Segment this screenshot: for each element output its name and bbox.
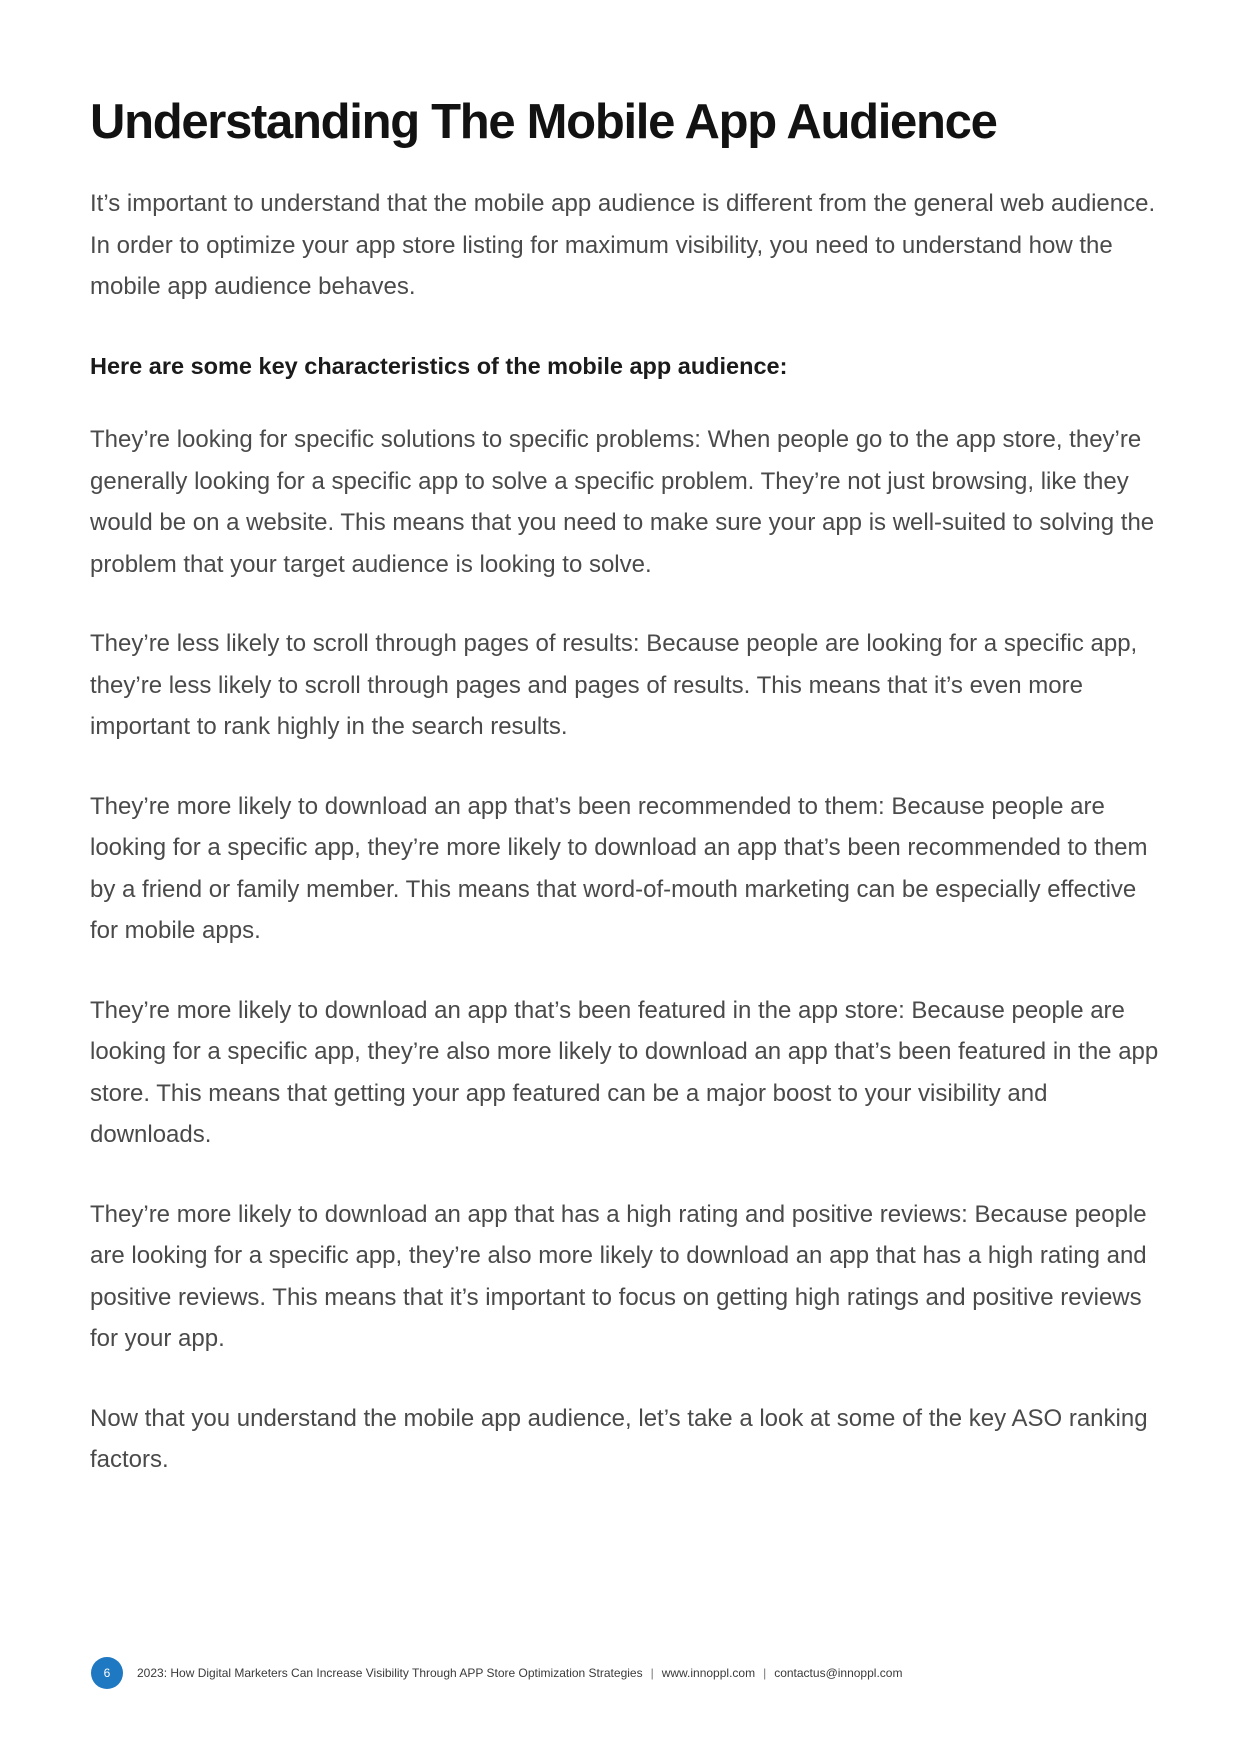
footer-separator: | [650,1666,654,1680]
footer-separator: | [763,1666,767,1680]
body-paragraph-1: They’re looking for specific solutions to specific problems: When people go to the app store, they’re generally looking for a specific app to solve a specific problem. They’re not just browsing, like they would be on a website. This means that you need to make sure your app is well-suited to solving the problem that your target audience is looking to solve. [90,426,1155,578]
page-number-badge [91,1657,123,1689]
footer-doc-title: 2023: How Digital Marketers Can Increase Visibility Through APP Store Optimization Strategies [137,1666,643,1680]
page-title: Understanding The Mobile App Audience [90,95,997,149]
page-footer [91,1657,902,1689]
footer-email-link[interactable]: contactus@innoppl.com [774,1666,903,1680]
body-content [90,183,1170,1481]
body-paragraph-2: They’re less likely to scroll through pages of results: Because people are looking for a specific app, they’re less likely to scroll through pages and pages of results. This means that it’s even more important to rank highly in the search results. [90,630,1138,740]
section-subheading: Here are some key characteristics of the mobile app audience: [90,352,788,379]
body-paragraph-4: They’re more likely to download an app that’s been featured in the app store: Because people are looking for a specific app, they’re also more likely to download an app that’s been featured in the app store. This means that getting your app featured can be a major boost to your visibility and downloads. [90,996,1159,1148]
closing-paragraph: Now that you understand the mobile app audience, let’s take a look at some of the key ASO ranking factors. [90,1404,1148,1473]
page-number: 6 [103,1666,111,1680]
body-paragraph-5: They’re more likely to download an app that has a high rating and positive reviews: Because people are looking for a specific app, they’re also more likely to download an app that has a high rating and positive reviews. This means that it’s important to focus on getting high ratings and positive reviews for your app. [90,1200,1147,1352]
intro-paragraph: It’s important to understand that the mobile app audience is different from the general web audience. In order to optimize your app store listing for maximum visibility, you need to understand how the mobile app audience behaves. [90,190,1156,300]
body-paragraph-3: They’re more likely to download an app that’s been recommended to them: Because people are looking for a specific app, they’re more likely to download an app that’s been recommended to them by a friend or family member. This means that word-of-mouth marketing can be especially effective for mobile apps. [90,792,1148,944]
footer-website-link[interactable]: www.innoppl.com [661,1666,756,1680]
